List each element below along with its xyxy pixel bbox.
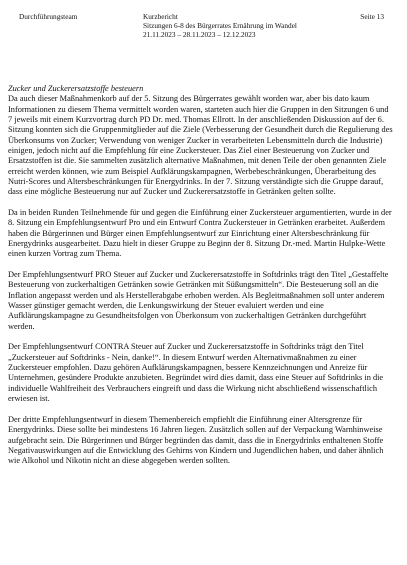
paragraph-spacer: [8, 405, 394, 415]
paragraph-energydrinks: Der dritte Empfehlungsentwurf in diesem Themenbereich empfiehlt die Einführung einer Altersgrenze für Energydrinks. Diese sollte bei mindestens 16 Jahren liegen. Zusätzlich sollen auf der Verpackung Warnhinweise aufgebracht sein. Die Bürgerinnen und Bürger begründen das damit, dass die in Energydrinks enthaltenen Stoffe Negativauswirkungen auf die Entwicklung des Gehirns von Kindern und Jugendlichen haben, und daher ähnlich wie Alkohol und Nikotin nicht an diese abgegeben werden sollten.: [8, 414, 384, 466]
paragraph-pro: Der Empfehlungsentwurf PRO Steuer auf Zucker und Zuckerersatzstoffe in Softdrinks trägt den Titel „Gestaffelte Besteuerung von zuckerhaltigen Getränken sowie Getränken mit Süßungsmitteln“. Die Besteuerung soll an die Inflation angepasst werden und als Herstellerabgabe erhoben werden. Als Begleitmaßnahmen soll unter anderem Wasser günstiger gemacht werden, die Lenkungswirkung der Steuer evaluiert werden und eine Aufklärungskampagne zu Gesundheitsfolgen von Überkonsum von zuckerhaltigen Getränken durchgeführt werden.: [8, 270, 389, 331]
report-type: Kurzbericht: [143, 12, 178, 21]
page-header: [0, 13, 407, 47]
paragraph-spacer: [8, 332, 394, 342]
report-info: [143, 13, 297, 39]
main-content: [8, 84, 394, 467]
paragraph-spacer: [8, 260, 394, 270]
section-title: Zucker und Zuckerersatzstoffe besteuern: [8, 84, 144, 93]
paragraph-spacer: [8, 198, 394, 208]
team-label: Durchführungsteam: [19, 12, 78, 21]
paragraph-intro: Da auch dieser Maßnahmenkorb auf der 5. Sitzung des Bürgerrates gewählt worden war, aber bis dato kaum Informationen zu diesem Thema vermittelt worden waren, starteten auch hier die Gruppen in den Sitzungen 6 und 7 jeweils mit einem Kurzvortrag durch PD Dr. med. Thomas Ellrott. In der anschließenden Diskussion auf der 6. Sitzung konnten sich die Gruppenmitglieder auf die Ziele (Verbesserung der Gesundheit durch die Regulierung des Überkonsums von Zucker; Verwendung von weniger Zucker in verarbeiteten Lebensmitteln durch die Industrie) einigen, jedoch nicht auf die Empfehlung für eine Zuckersteuer. Das Ziel einer Besteuerung von Zucker und Ersatzstoffen ist die. Sie sammelten zusätzlich alternative Maßnahmen, mit denen Teile der oben genannten Ziele erreicht werden können, wie zum Beispiel Aufklärungskampagnen, Werbebeschränkungen, Überarbeitung des Nutri-Scores und Altersbeschränkungen für Energydrinks. In der 7. Sitzung verständigte sich die Gruppe darauf, dass eine mögliche Besteuerung nur auf Zucker und Zuckerersatzstoffe in Getränken gelten sollte.: [8, 94, 393, 197]
report-subtitle: Sitzungen 6-8 des Bürgerrates Ernährung im Wandel: [143, 20, 297, 30]
report-dates: 21.11.2023 – 28.11.2023 – 12.12.2023: [143, 29, 256, 39]
page-number: Seite 13: [360, 12, 384, 21]
paragraph-contra: Der Empfehlungsentwurf CONTRA Steuer auf Zucker und Zuckerersatzstoffe in Softdrinks trägt den Titel „Zuckersteuer auf Softdrinks - Nein, danke!“. In diesem Entwurf werden Alternativmaßnahmen zu einer Zuckersteuer empfohlen. Dazu gehören Aufklärungskampagnen, bessere Kennzeichnungen und Anreize für Unternehmen, gesündere Produkte anzubieten. Begründet wird dies damit, dass eine Steuer auf Softdrinks in die individuelle Wahlfreiheit des Verbrauchers eingreift und dass die Wirkung nicht abschließend wissenschaftlich erwiesen ist.: [8, 342, 384, 404]
paragraph-drafts: Da in beiden Runden Teilnehmende für und gegen die Einführung einer Zuckersteuer argumentierten, wurde in der 8. Sitzung ein Empfehlungsentwurf Pro und ein Entwurf Contra Zuckersteuer in Getränken erarbeitet. Außerdem haben die Bürgerinnen und Bürger einen Empfehlungsentwurf zur Einrichtung einer Altersbeschränkung für Energydrinks ausgearbeitet. Dazu hielt in dieser Gruppe zu Beginn der 8. Sitzung Dr.-med. Martin Hulpke-Wette einen kurzen Vortrag zum Thema.: [8, 208, 392, 259]
